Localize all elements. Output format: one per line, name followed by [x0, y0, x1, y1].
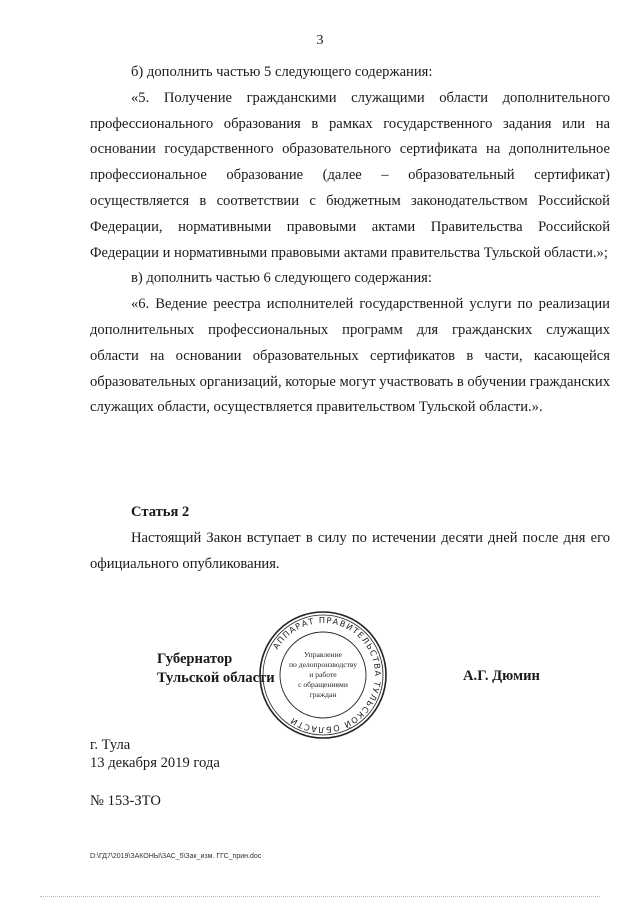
stamp-line-2: по делопроизводству	[288, 660, 358, 669]
article-text: Настоящий Закон вступает в силу по истечении десяти дней после дня его официального опубликования.	[90, 529, 610, 572]
law-number: № 153-ЗТО	[90, 793, 161, 809]
scan-border	[40, 896, 600, 897]
file-path: D:\ГД7\2019\ЗАКОНЫ\ЗАС_5\Зак_изм. ГГС_прин.doc	[90, 853, 262, 860]
amendment-text	[90, 60, 610, 421]
amendment-c-intro: в) дополнить частью 6 следующего содержания:	[131, 270, 432, 287]
stamp-line-4: с обращениями	[298, 680, 348, 689]
city: г. Тула	[90, 737, 131, 753]
signature-title-line-2: Тульской области	[157, 670, 275, 686]
stamp-line-1: Управление	[303, 650, 343, 659]
official-stamp	[258, 610, 388, 740]
signing-date: 13 декабря 2019 года	[90, 755, 220, 771]
stamp-line-3: и работе	[309, 670, 337, 679]
stamp-ring-text: АППАРАТ ПРАВИТЕЛЬСТВА ТУЛЬСКОЙ ОБЛАСТИ	[270, 614, 384, 736]
amendment-part-5: «5. Получение гражданскими служащими области дополнительного профессионального образования в рамках государственного задания или на основании государственного образовательного сертификата на дополнительное профессиональное образование (далее – образовательный сертификат) осуществляется в соответствии с бюджетным законодательством Российской Федерации, нормативными правовыми актами Правительства Российской Федерации и нормативными правовыми актами правительства Тульской области.»;	[90, 89, 610, 261]
article-2	[90, 500, 610, 577]
signatory-name: А.Г. Дюмин	[463, 668, 540, 684]
signature-title-line-1: Губернатор	[157, 651, 233, 667]
article-heading: Статья 2	[131, 504, 190, 520]
amendment-part-6: «6. Ведение реестра исполнителей государственной услуги по реализации дополнительных профессиональных программ для гражданских служащих области на основании образовательных сертификатов в части, касающейся образовательных организаций, которые могут участвовать в обучении гражданских служащих области, осуществляется правительством Тульской области.».	[90, 296, 610, 416]
page-number: 3	[316, 33, 324, 48]
stamp-line-5: граждан	[309, 690, 337, 699]
amendment-b-intro: б) дополнить частью 5 следующего содержания:	[131, 64, 433, 80]
